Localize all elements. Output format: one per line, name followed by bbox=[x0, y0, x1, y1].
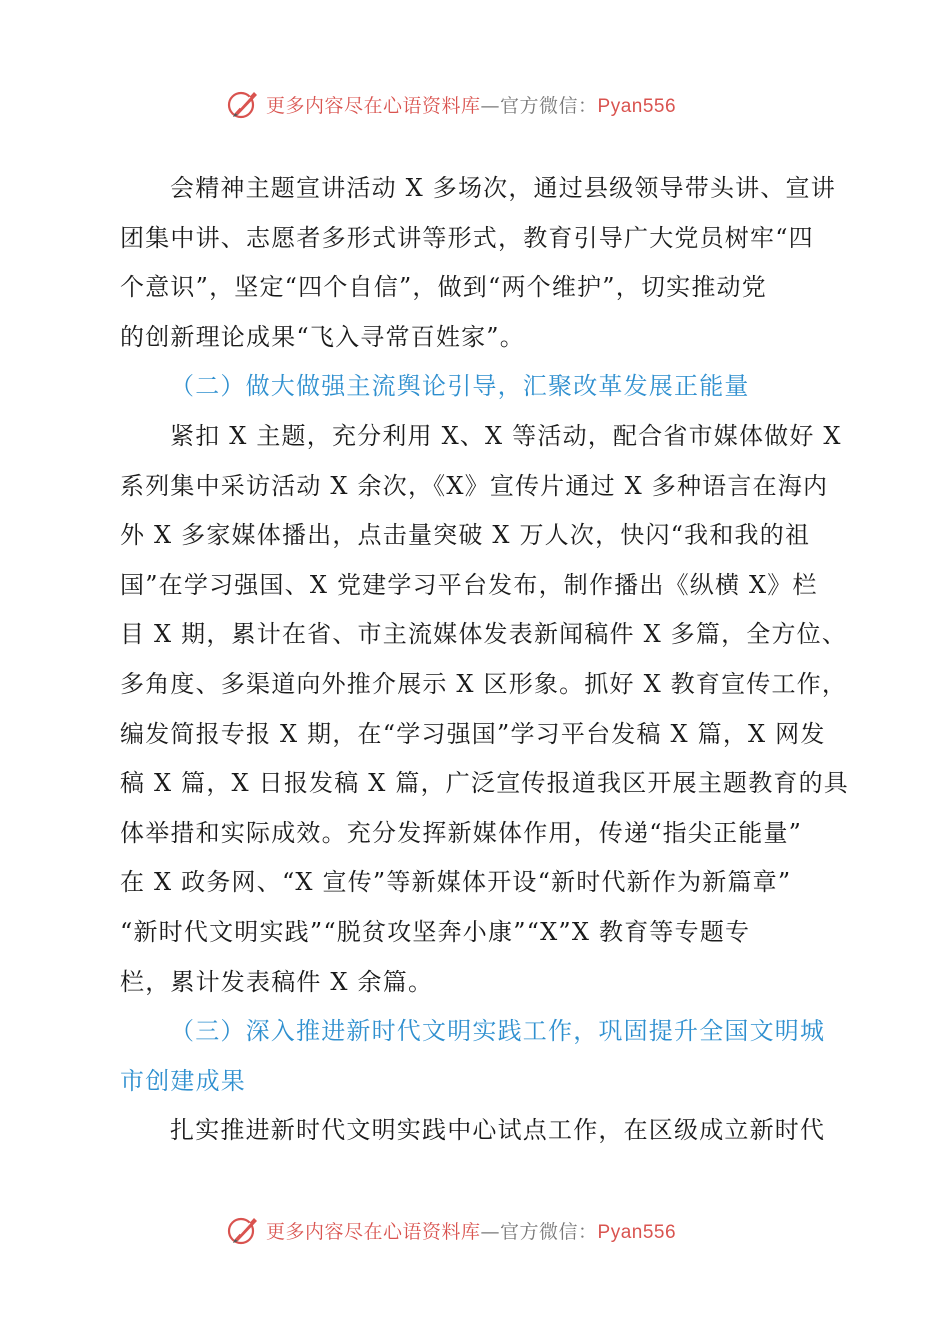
text-line: 系列集中采访活动 X 余次，《X》宣传片通过 X 多种语言在海内 bbox=[120, 471, 829, 500]
banner-red-text: 更多内容尽在心语资料库 bbox=[266, 94, 481, 117]
section-heading-3 bbox=[120, 1007, 835, 1106]
text-line: 外 X 多家媒体播出，点击量突破 X 万人次，快闪“我和我的祖 bbox=[120, 521, 811, 550]
banner-gray-text: 官方微信： bbox=[500, 1220, 598, 1243]
quill-pen-logo-icon bbox=[226, 86, 262, 122]
text-line: 扎实推进新时代文明实践中心试点工作，在区级成立新时代 bbox=[170, 1116, 826, 1145]
section-heading-2 bbox=[120, 362, 835, 412]
text-line: 编发简报专报 X 期，在“学习强国”学习平台发稿 X 篇，X 网发 bbox=[120, 719, 826, 748]
heading-line: （三）深入推进新时代文明实践工作，巩固提升全国文明城 bbox=[170, 1017, 826, 1046]
banner-dash: — bbox=[480, 1220, 501, 1243]
footer-banner bbox=[226, 1210, 746, 1250]
text-line: 体举措和实际成效。充分发挥新媒体作用，传递“指尖正能量” bbox=[120, 818, 803, 847]
banner-text bbox=[266, 91, 676, 118]
text-line: 个意识”，坚定“四个自信”，做到“两个维护”，切实推动党 bbox=[120, 273, 767, 302]
paragraph-3 bbox=[120, 1106, 835, 1156]
banner-handle: Pyan556 bbox=[597, 1221, 677, 1243]
text-line: 栏，累计发表稿件 X 余篇。 bbox=[120, 967, 434, 996]
banner-dash: — bbox=[480, 94, 501, 117]
banner-handle: Pyan556 bbox=[597, 95, 677, 117]
text-line: 稿 X 篇，X 日报发稿 X 篇，广泛宣传报道我区开展主题教育的具 bbox=[120, 769, 850, 798]
paragraph-2 bbox=[120, 412, 850, 1007]
banner-text bbox=[266, 1217, 676, 1244]
text-line: 团集中讲、志愿者多形式讲等形式，教育引导广大党员树牢“四 bbox=[120, 223, 814, 252]
text-line: 会精神主题宣讲活动 X 多场次，通过县级领导带头讲、宣讲 bbox=[170, 174, 836, 202]
document-body bbox=[120, 164, 850, 1156]
header-banner bbox=[226, 84, 746, 124]
text-line: 国”在学习强国、X 党建学习平台发布，制作播出《纵横 X》栏 bbox=[120, 570, 818, 599]
text-line: 在 X 政务网、“X 宣传”等新媒体开设“新时代新作为新篇章” bbox=[120, 868, 792, 897]
quill-pen-logo-icon bbox=[226, 1212, 262, 1248]
text-line: 紧扣 X 主题，充分利用 X、X 等活动，配合省市媒体做好 X bbox=[170, 421, 842, 450]
heading-line: 市创建成果 bbox=[120, 1066, 246, 1095]
banner-gray-text: 官方微信： bbox=[500, 94, 598, 117]
text-line: 的创新理论成果“飞入寻常百姓家”。 bbox=[120, 322, 525, 351]
text-line: 多角度、多渠道向外推介展示 X 区形象。抓好 X 教育宣传工作， bbox=[120, 669, 848, 698]
banner-red-text: 更多内容尽在心语资料库 bbox=[266, 1220, 481, 1243]
heading-line: （二）做大做强主流舆论引导，汇聚改革发展正能量 bbox=[170, 372, 750, 401]
paragraph-1 bbox=[120, 164, 835, 362]
text-line: “新时代文明实践”“脱贫攻坚奔小康”“X”X 教育等专题专 bbox=[120, 917, 751, 946]
text-line: 目 X 期，累计在省、市主流媒体发表新闻稿件 X 多篇，全方位、 bbox=[120, 620, 848, 649]
